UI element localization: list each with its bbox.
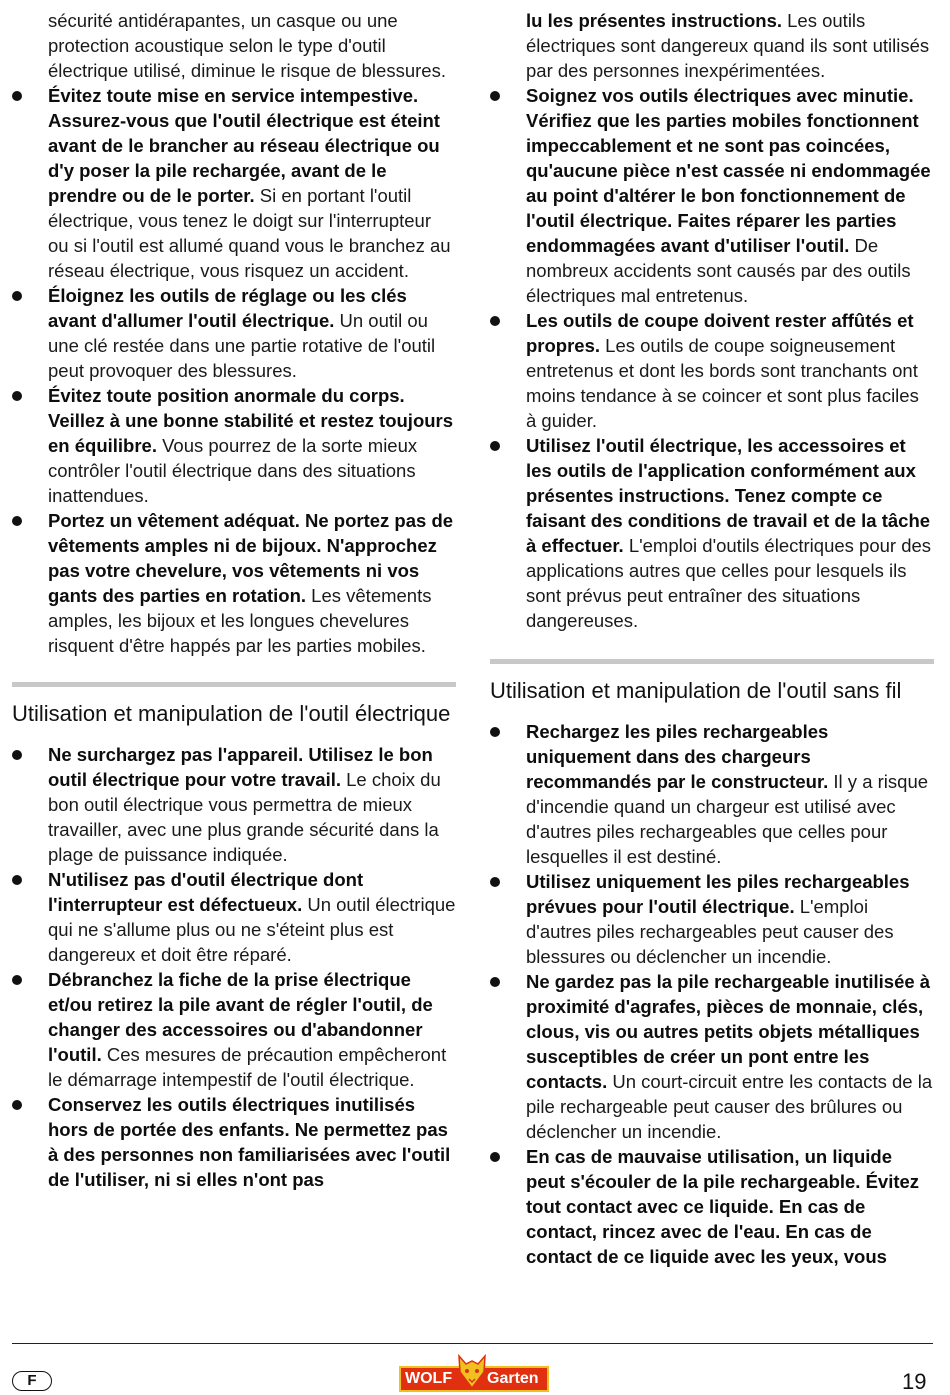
body-text: Les outils de coupe soigneusement entretenus et dont les bords sont tranchants ont moins tendance à se coincer et sont plus faciles à guider.: [526, 335, 919, 431]
bullet-item: [12, 1092, 456, 1192]
bullet-icon: [490, 316, 500, 326]
body-text: sécurité antidérapantes, un casque ou une protection acoustique selon le type d'outil électrique utilisé, diminue le risque de blessures.: [48, 10, 446, 81]
bullet-icon: [490, 91, 500, 101]
body-text: Les outils électriques sont dangereux quand ils sont utilisés par des personnes inexpérimentées.: [526, 10, 930, 81]
bullet-item: [490, 83, 934, 308]
bold-text: Ne surchargez pas l'appareil. Utilisez le bon outil électrique pour votre travail.: [48, 744, 433, 790]
bold-text: N'utilisez pas d'outil électrique dont l'interrupteur est défectueux.: [48, 869, 364, 915]
body-text: Il y a risque d'incendie quand un chargeur est utilisé avec d'autres piles rechargeables que celles pour lesquelles il est destiné.: [526, 771, 929, 867]
section-heading: Utilisation et manipulation de l'outil sans fil: [490, 678, 902, 703]
bold-text: Évitez toute mise en service intempestive. Assurez-vous que l'outil électrique est éteint avant de le brancher au réseau électrique ou d'y poser la pile rechargée, avant de le prendre ou de le porter.: [48, 85, 440, 206]
bullet-item: [12, 742, 456, 867]
bullet-item: [490, 308, 934, 433]
body-text: De nombreux accidents sont causés par des outils électriques mal entretenus.: [526, 235, 911, 306]
body-text: Un outil électrique qui ne s'allume plus ou ne s'éteint plus est dangereux et doit être réparé.: [48, 894, 456, 965]
bullet-item: [490, 969, 934, 1144]
logo-text-wolf: WOLF: [405, 1370, 453, 1387]
section-electric-tool: [12, 682, 456, 1192]
bullet-item: [490, 433, 934, 633]
bullet-icon: [12, 516, 22, 526]
continued-paragraph: [12, 8, 456, 83]
bullet-icon: [12, 975, 22, 985]
left-intro-list: [12, 8, 456, 658]
body-text: L'emploi d'outils électriques pour des applications autres que celles pour lesquels ils sont prévus peut entraîner des situations dangereuses.: [526, 535, 932, 631]
bullet-item: [12, 83, 456, 283]
bold-text: Rechargez les piles rechargeables uniquement dans des chargeurs recommandés par le constructeur.: [526, 721, 829, 792]
bullet-item: [490, 1144, 934, 1269]
left-column: [12, 8, 456, 1192]
right-section-list: [490, 719, 934, 1269]
bullet-icon: [490, 977, 500, 987]
bold-text: Éloignez les outils de réglage ou les clés avant d'allumer l'outil électrique.: [48, 285, 407, 331]
bold-text: Utilisez uniquement les piles rechargeables prévues pour l'outil électrique.: [526, 871, 910, 917]
body-text: Si en portant l'outil électrique, vous tenez le doigt sur l'interrupteur ou si l'outil est allumé quand vous le branchez au réseau électrique, vous risquez un accident.: [48, 185, 451, 281]
logo-text-garten: Garten: [487, 1370, 539, 1387]
bold-text: Soignez vos outils électriques avec minutie. Vérifiez que les parties mobiles fonctionnent impeccablement et ne sont pas coincées, qu'aucune pièce n'est cassée ni endommagée au point d'altérer le bon fonctionnement de l'outil électrique. Faites réparer les parties endommagées avant d'utiliser l'outil.: [526, 85, 931, 256]
bullet-item: [12, 508, 456, 658]
bullet-icon: [490, 727, 500, 737]
bold-text: Évitez toute position anormale du corps. Veillez à une bonne stabilité et restez toujours en équilibre.: [48, 385, 454, 456]
bullet-item: [490, 869, 934, 969]
bullet-icon: [12, 91, 22, 101]
bullet-icon: [12, 1100, 22, 1110]
bullet-icon: [12, 391, 22, 401]
right-column: [490, 8, 934, 1269]
section-divider: [490, 659, 934, 664]
left-section-list: [12, 742, 456, 1192]
footer-divider: [12, 1343, 933, 1344]
section-cordless-tool: [490, 659, 934, 1269]
bullet-item: [490, 719, 934, 869]
right-intro-list: [490, 8, 934, 633]
bullet-icon: [490, 441, 500, 451]
wolf-garten-logo: [399, 1352, 549, 1392]
bold-text: Débranchez la fiche de la prise électrique et/ou retirez la pile avant de régler l'outil, de changer des accessoires ou d'abandonner l'outil.: [48, 969, 433, 1065]
continued-paragraph: [490, 8, 934, 83]
wolf-head-icon: [455, 1352, 489, 1392]
bullet-item: [12, 967, 456, 1092]
section-divider: [12, 682, 456, 687]
bold-text: En cas de mauvaise utilisation, un liquide peut s'écouler de la pile rechargeable. Évitez tout contact avec ce liquide. En cas de contact, rincez avec de l'eau. En cas de contact de ce liquide avec les yeux, vous: [526, 1146, 920, 1267]
page-number: 19: [902, 1369, 927, 1394]
bold-text: Ne gardez pas la pile rechargeable inutilisée à proximité d'agrafes, pièces de monnaie, clés, clous, vis ou autres petits objets métalliques susceptibles de créer un pont entre les contacts.: [526, 971, 931, 1092]
body-text: Vous pourrez de la sorte mieux contrôler l'outil électrique dans des situations inattendues.: [48, 435, 418, 506]
body-text: Le choix du bon outil électrique vous permettra de mieux travailler, avec une plus grande sécurité dans la plage de puissance indiquée.: [48, 769, 441, 865]
bold-text: Conservez les outils électriques inutilisés hors de portée des enfants. Ne permettez pas à des personnes non familiarisées avec l'outil de l'utiliser, ni si elles n'ont pas: [48, 1094, 451, 1190]
bullet-icon: [12, 875, 22, 885]
bullet-item: [12, 383, 456, 508]
bullet-icon: [490, 877, 500, 887]
bullet-icon: [490, 1152, 500, 1162]
body-text: Ces mesures de précaution empêcheront le démarrage intempestif de l'outil électrique.: [48, 1044, 447, 1090]
body-text: Un court-circuit entre les contacts de la pile rechargeable peut causer des brûlures ou déclencher un incendie.: [526, 1071, 933, 1142]
body-text: L'emploi d'autres piles rechargeables peut causer des blessures ou déclencher un incendie.: [526, 896, 894, 967]
bold-text: lu les présentes instructions.: [526, 10, 782, 31]
language-badge: F: [12, 1371, 52, 1391]
bold-text: Utilisez l'outil électrique, les accessoires et les outils de l'application conformément aux présentes instructions. Tenez compte ce faisant des conditions de travail et de la tâche à effectuer.: [526, 435, 931, 556]
bold-text: Portez un vêtement adéquat. Ne portez pas de vêtements amples ni de bijoux. N'approchez pas votre chevelure, vos vêtements ni vos gants des parties en rotation.: [48, 510, 454, 606]
body-text: Les vêtements amples, les bijoux et les longues chevelures risquent d'être happés par les parties mobiles.: [48, 585, 432, 656]
bullet-icon: [12, 750, 22, 760]
section-heading: Utilisation et manipulation de l'outil électrique: [12, 701, 451, 726]
bullet-icon: [12, 291, 22, 301]
body-text: Un outil ou une clé restée dans une partie rotative de l'outil peut provoquer des blessures.: [48, 310, 436, 381]
bullet-item: [12, 283, 456, 383]
bold-text: Les outils de coupe doivent rester affûtés et propres.: [526, 310, 914, 356]
bullet-item: [12, 867, 456, 967]
